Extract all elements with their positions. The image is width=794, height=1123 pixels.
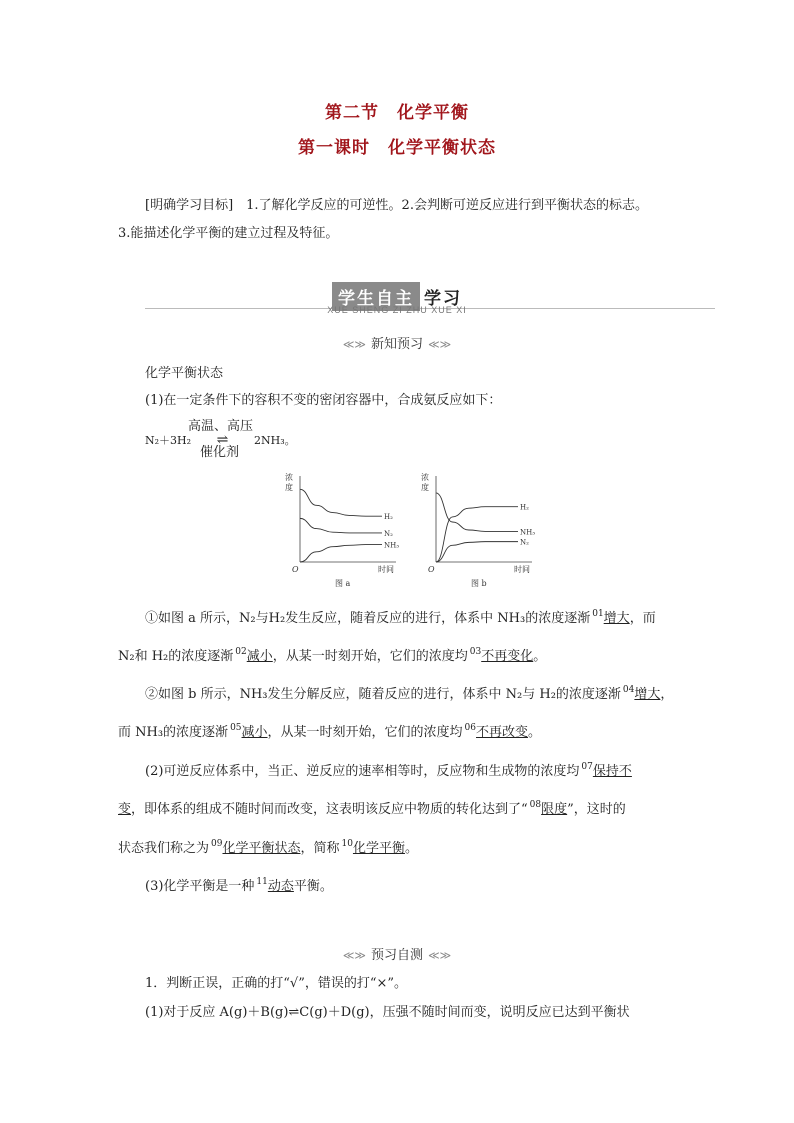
- reversible-arrow-icon: ⇌: [216, 432, 229, 448]
- p1-text-a: ①如图 a 所示，N₂与H₂发生反应，随着反应的进行，体系中 NH₃的浓度逐渐: [145, 611, 591, 626]
- p2-text-a: ②如图 b 所示，NH₃发生分解反应，随着反应的进行，体系中 N₂与 H₂的浓度逐渐: [145, 687, 621, 702]
- lesson-title: 第一课时 化学平衡状态: [298, 138, 496, 158]
- p1-text-d: ，从某一时刻开始，它们的浓度均: [272, 649, 468, 664]
- paragraph-3-line3: [118, 840, 418, 859]
- reaction-reactants: N₂＋3H₂: [145, 434, 192, 447]
- p4-text-a: (3)化学平衡是一种: [145, 879, 255, 894]
- p1-text-b: ，而: [629, 611, 656, 626]
- y-axis-label: 浓: [285, 473, 293, 482]
- answer-08: 限度: [541, 802, 568, 817]
- banner-box-text: 学生自主: [332, 282, 420, 311]
- series-label: H₂: [520, 503, 529, 512]
- answer-07-part1: 保持不: [592, 764, 632, 779]
- paragraph-4: [145, 878, 333, 897]
- paragraph-1-line1: [145, 610, 656, 629]
- reaction-conditions-top: 高温、高压: [188, 419, 254, 434]
- y-axis-label: 度: [285, 483, 293, 492]
- blank-number-08: 08: [529, 800, 542, 810]
- p3-text-d: 状态我们称之为: [118, 841, 210, 856]
- x-axis-label: 时间: [378, 565, 394, 574]
- reaction-products: 2NH₃。: [254, 434, 296, 447]
- series-line: [300, 545, 382, 562]
- answer-04: 增大: [634, 687, 661, 702]
- p3-text-c: ”，这时的: [567, 802, 626, 817]
- series-label: N₂: [384, 529, 393, 538]
- reaction-conditions-bottom: 催化剂: [200, 445, 240, 460]
- blank-number-10: 10: [341, 839, 353, 849]
- paragraph-2-line1: [145, 686, 673, 705]
- p2-text-e: 。: [528, 725, 542, 740]
- p4-text-b: 平衡。: [293, 879, 333, 894]
- series-label: H₂: [384, 513, 393, 522]
- p1-text-c: N₂和 H₂的浓度逐渐: [118, 649, 234, 664]
- paragraph-3-line1: [145, 763, 632, 782]
- answer-05: 减小: [241, 725, 268, 740]
- y-axis-label: 浓: [421, 473, 429, 482]
- chart-a: [282, 470, 402, 590]
- blank-number-04: 04: [622, 685, 635, 695]
- double-chevron-left-icon: ≪≫: [342, 338, 366, 351]
- question-1-item-1: (1)对于反应 A(g)＋B(g)⇌C(g)＋D(g)，压强不随时间而变，说明反应已达到平衡状: [145, 1005, 630, 1020]
- blank-number-05: 05: [230, 723, 242, 733]
- p3-text-a: (2)可逆反应体系中，当正、逆反应的速率相等时，反应物和生成物的浓度均: [145, 764, 580, 779]
- chart-b: [418, 470, 538, 590]
- answer-09: 化学平衡状态: [222, 841, 301, 856]
- origin-label: O: [428, 565, 435, 574]
- answer-07-part2: 变: [118, 802, 132, 817]
- section-header-selftest: [0, 944, 794, 963]
- banner-rest-text: 学习: [424, 289, 462, 309]
- x-axis-label: 时间: [514, 565, 530, 574]
- p2-text-d: ，从某一时刻开始，它们的浓度均: [267, 725, 463, 740]
- answer-01: 增大: [603, 611, 630, 626]
- item-1-text: (1)在一定条件下的容积不变的密闭容器中，合成氨反应如下：: [145, 393, 502, 408]
- blank-number-06: 06: [464, 723, 476, 733]
- answer-10: 化学平衡: [352, 841, 405, 856]
- blank-number-09: 09: [211, 839, 223, 849]
- series-label: NH₃: [384, 541, 400, 550]
- series-line: [436, 542, 518, 562]
- series-line: [300, 518, 382, 533]
- chart-caption: 图 a: [335, 579, 351, 588]
- y-axis-label: 度: [421, 483, 429, 492]
- learning-objectives-line2: 3.能描述化学平衡的建立过程及特征。: [118, 226, 339, 241]
- series-line: [436, 493, 518, 532]
- learning-objectives-line1: [明确学习目标] 1.了解化学反应的可逆性。2.会判断可逆反应进行到平衡状态的标志。: [145, 198, 648, 213]
- double-chevron-right-icon: ≪≫: [428, 949, 452, 962]
- paragraph-2-line2: [118, 724, 541, 743]
- topic-heading: 化学平衡状态: [145, 366, 224, 381]
- series-line: [436, 507, 518, 562]
- chart-caption: 图 b: [471, 579, 487, 588]
- series-label: NH₃: [520, 528, 536, 537]
- p2-text-c: 而 NH₃的浓度逐渐: [118, 725, 229, 740]
- blank-number-03: 03: [469, 647, 482, 657]
- p3-text-f: 。: [404, 841, 418, 856]
- blank-number-02: 02: [235, 647, 247, 657]
- answer-03: 不再变化: [481, 649, 534, 664]
- question-1: 1．判断正误，正确的打“√”，错误的打“×”。: [145, 976, 408, 991]
- answer-11: 动态: [267, 879, 294, 894]
- section-title: 第二节 化学平衡: [325, 103, 469, 123]
- p2-text-b: ，: [660, 687, 674, 702]
- paragraph-1-line2: [118, 648, 546, 667]
- section-label-preview: 新知预习: [370, 337, 423, 352]
- series-line: [300, 489, 382, 516]
- blank-number-07: 07: [581, 762, 593, 772]
- origin-label: O: [292, 565, 299, 574]
- banner-pinyin: XUE SHENG ZI ZHU XUE XI: [327, 305, 467, 315]
- section-label-selftest: 预习自测: [370, 948, 423, 963]
- double-chevron-right-icon: ≪≫: [428, 338, 452, 351]
- answer-02: 减小: [246, 649, 273, 664]
- p3-text-b: ，即体系的组成不随时间而改变，这表明该反应中物质的转化达到了“: [131, 802, 528, 817]
- section-header-preview: [0, 333, 794, 352]
- paragraph-3-line2: [118, 801, 626, 820]
- blank-number-01: 01: [592, 609, 604, 619]
- p3-text-e: ，简称: [300, 841, 340, 856]
- blank-number-11: 11: [256, 877, 268, 887]
- answer-06: 不再改变: [476, 725, 529, 740]
- series-label: N₂: [520, 538, 529, 547]
- p1-text-e: 。: [533, 649, 547, 664]
- double-chevron-left-icon: ≪≫: [342, 949, 366, 962]
